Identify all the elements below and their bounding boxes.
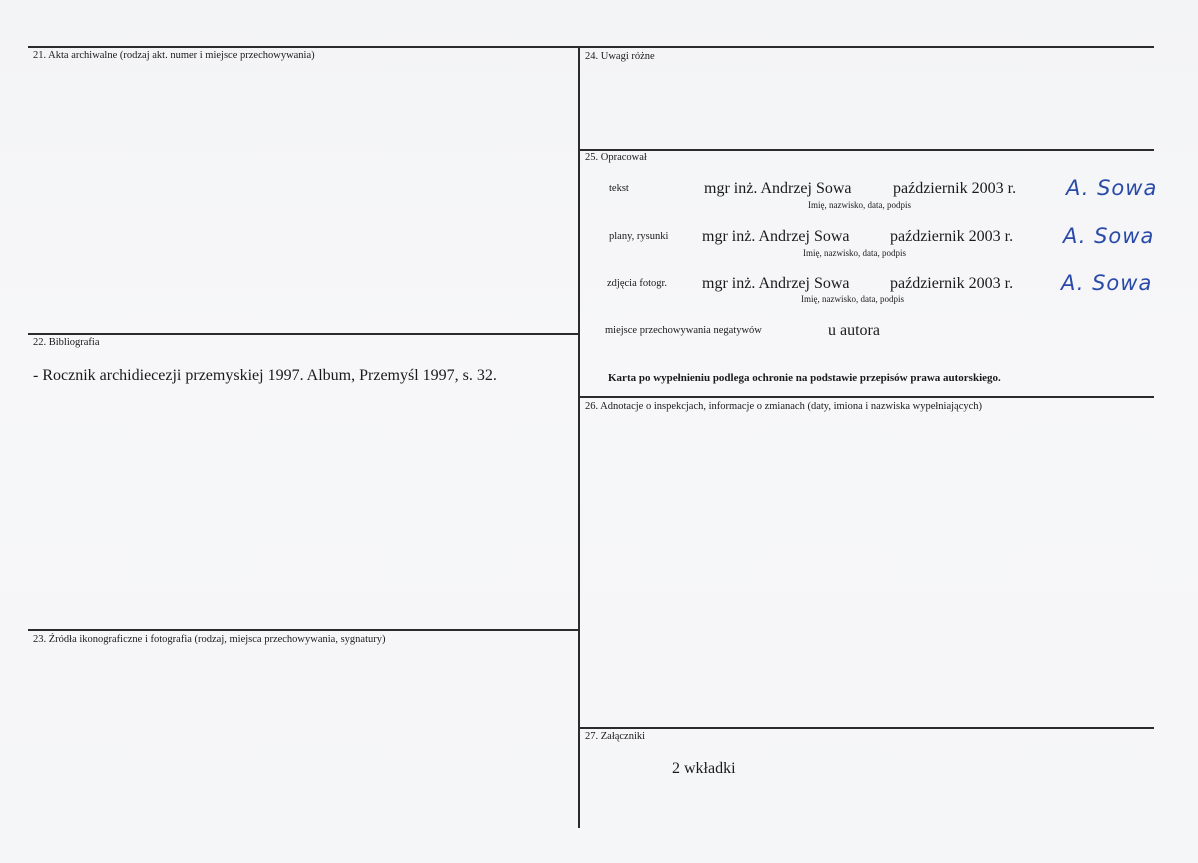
section-23-label: 23. Źródła ikonograficzne i fotografia (rodzaj, miejsca przechowywania, sygnatury) [33, 634, 386, 645]
center-divider [578, 46, 580, 828]
author-row-type: tekst [609, 183, 629, 194]
rule-25 [579, 149, 1154, 151]
author-row-date: październik 2003 r. [890, 275, 1014, 292]
negatives-label: miejsce przechowywania negatywów [605, 325, 762, 336]
author-signature: A. Sowa [1063, 224, 1155, 248]
rule-27 [579, 727, 1154, 729]
author-row-name: mgr inż. Andrzej Sowa [702, 275, 850, 292]
section-24-label: 24. Uwagi różne [585, 51, 655, 62]
section-25-label: 25. Opracował [585, 152, 647, 163]
copyright-notice: Karta po wypełnieniu podlega ochronie na podstawie przepisów prawa autorskiego. [608, 372, 1001, 384]
author-row-date: październik 2003 r. [893, 180, 1017, 197]
author-signature: A. Sowa [1061, 271, 1153, 295]
attachments-value: 2 wkładki [672, 760, 736, 777]
author-row-name: mgr inż. Andrzej Sowa [702, 228, 850, 245]
author-row-type: zdjęcia fotogr. [607, 278, 668, 289]
top-rule-left [28, 46, 579, 48]
author-row-name: mgr inż. Andrzej Sowa [704, 180, 852, 197]
negatives-value: u autora [828, 322, 880, 339]
section-22-label: 22. Bibliografia [33, 337, 100, 348]
author-row-type: plany, rysunki [609, 231, 669, 242]
section-27-label: 27. Załączniki [585, 731, 646, 742]
author-row-caption: Imię, nazwisko, data, podpis [803, 248, 906, 258]
rule-23 [28, 629, 579, 631]
author-signature: A. Sowa [1066, 176, 1158, 200]
rule-22 [28, 333, 579, 335]
section-21-label: 21. Akta archiwalne (rodzaj akt. numer i miejsce przechowywania) [33, 50, 315, 61]
bibliography-entry: - Rocznik archidiecezji przemyskiej 1997. Album, Przemyśl 1997, s. 32. [33, 367, 497, 384]
section-26-label: 26. Adnotacje o inspekcjach, informacje o zmianach (daty, imiona i nazwiska wypełniających) [585, 401, 983, 412]
rule-26 [579, 396, 1154, 398]
top-rule-right [579, 46, 1154, 48]
author-row-date: październik 2003 r. [890, 228, 1014, 245]
author-row-caption: Imię, nazwisko, data, podpis [801, 294, 904, 304]
author-row-caption: Imię, nazwisko, data, podpis [808, 200, 911, 210]
